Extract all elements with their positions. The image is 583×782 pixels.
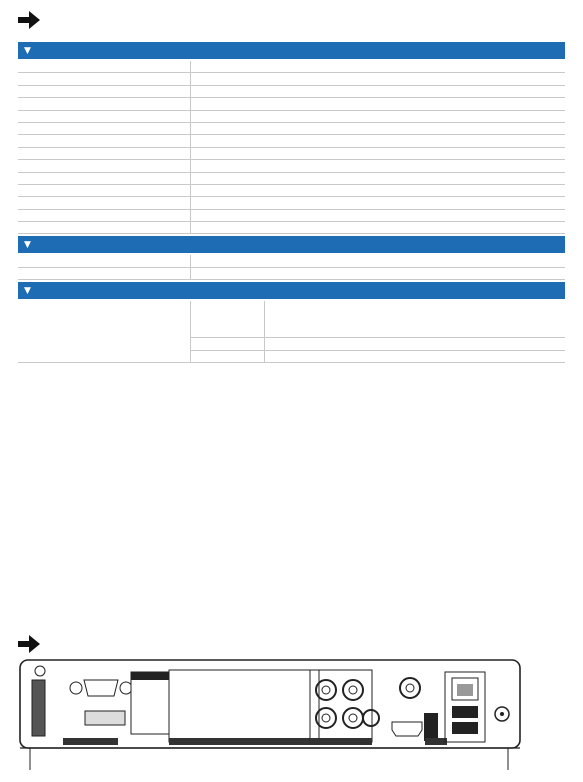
- table-row: [18, 110, 565, 122]
- usb-port: [452, 722, 478, 734]
- table-row: [18, 61, 565, 73]
- table-row: [18, 73, 565, 85]
- section-header: [18, 282, 565, 299]
- usb-port: [452, 706, 478, 718]
- spec-label: [18, 184, 191, 196]
- rear-panel-diagram: [18, 658, 548, 782]
- spec-value: [191, 160, 566, 172]
- section-table: [18, 255, 565, 280]
- rs485-terminal: [85, 711, 125, 725]
- table-row: [18, 267, 565, 279]
- spec-value: [191, 135, 566, 147]
- spec-label: [18, 110, 191, 122]
- spec-value: [191, 98, 566, 110]
- spec-value: [191, 222, 566, 234]
- table-row: [18, 85, 565, 97]
- arrow-right-icon: [18, 635, 40, 653]
- table-row: [18, 301, 565, 338]
- table-row: [18, 122, 565, 134]
- spec-value: [191, 73, 566, 85]
- hdmi-port: [392, 722, 422, 736]
- table-row: [18, 184, 565, 196]
- table-cell: [18, 301, 191, 362]
- spec-value: [191, 197, 566, 209]
- spec-label: [18, 267, 191, 279]
- spec-label: [18, 147, 191, 159]
- spec-label: [18, 61, 191, 73]
- spec-heading: [18, 7, 50, 33]
- table-row: [18, 160, 565, 172]
- table-row: [18, 197, 565, 209]
- table-cell: [265, 301, 566, 338]
- spec-value: [191, 209, 566, 221]
- panel-heading: [18, 631, 50, 657]
- triangle-down-icon: ▼: [24, 240, 31, 251]
- spec-label: [18, 122, 191, 134]
- spec-value: [191, 267, 566, 279]
- spec-label: [18, 73, 191, 85]
- spec-label: [18, 160, 191, 172]
- table-cell: [191, 301, 265, 338]
- spec-value: [191, 255, 566, 267]
- spec-label: [18, 135, 191, 147]
- table-cell: [191, 350, 265, 362]
- spec-label: [18, 172, 191, 184]
- table-cell: [265, 338, 566, 350]
- spec-label: [18, 197, 191, 209]
- section-table: [18, 61, 565, 234]
- section-header: [18, 236, 565, 253]
- table-row: [18, 222, 565, 234]
- spec-label: [18, 222, 191, 234]
- spec-value: [191, 122, 566, 134]
- table-row: [18, 147, 565, 159]
- spec-value: [191, 172, 566, 184]
- spec-value: [191, 61, 566, 73]
- spec-label: [18, 209, 191, 221]
- spec-table: [18, 42, 565, 363]
- spec-label: [18, 98, 191, 110]
- table-cell: [265, 350, 566, 362]
- table-cell: [191, 338, 265, 350]
- warning-sticker: [131, 672, 169, 734]
- spec-value: [191, 184, 566, 196]
- arrow-right-icon: [18, 11, 40, 29]
- section-table: [18, 301, 565, 363]
- usb-port: [424, 713, 438, 741]
- table-row: [18, 172, 565, 184]
- spec-value: [191, 110, 566, 122]
- spec-value: [191, 147, 566, 159]
- table-row: [18, 98, 565, 110]
- triangle-down-icon: ▼: [24, 286, 31, 297]
- triangle-down-icon: ▼: [24, 46, 31, 56]
- table-row: [18, 255, 565, 267]
- table-row: [18, 209, 565, 221]
- section-header: [18, 42, 565, 59]
- spec-label: [18, 255, 191, 267]
- spec-label: [18, 85, 191, 97]
- spec-value: [191, 85, 566, 97]
- ventilation-grille: [32, 680, 45, 736]
- table-row: [18, 135, 565, 147]
